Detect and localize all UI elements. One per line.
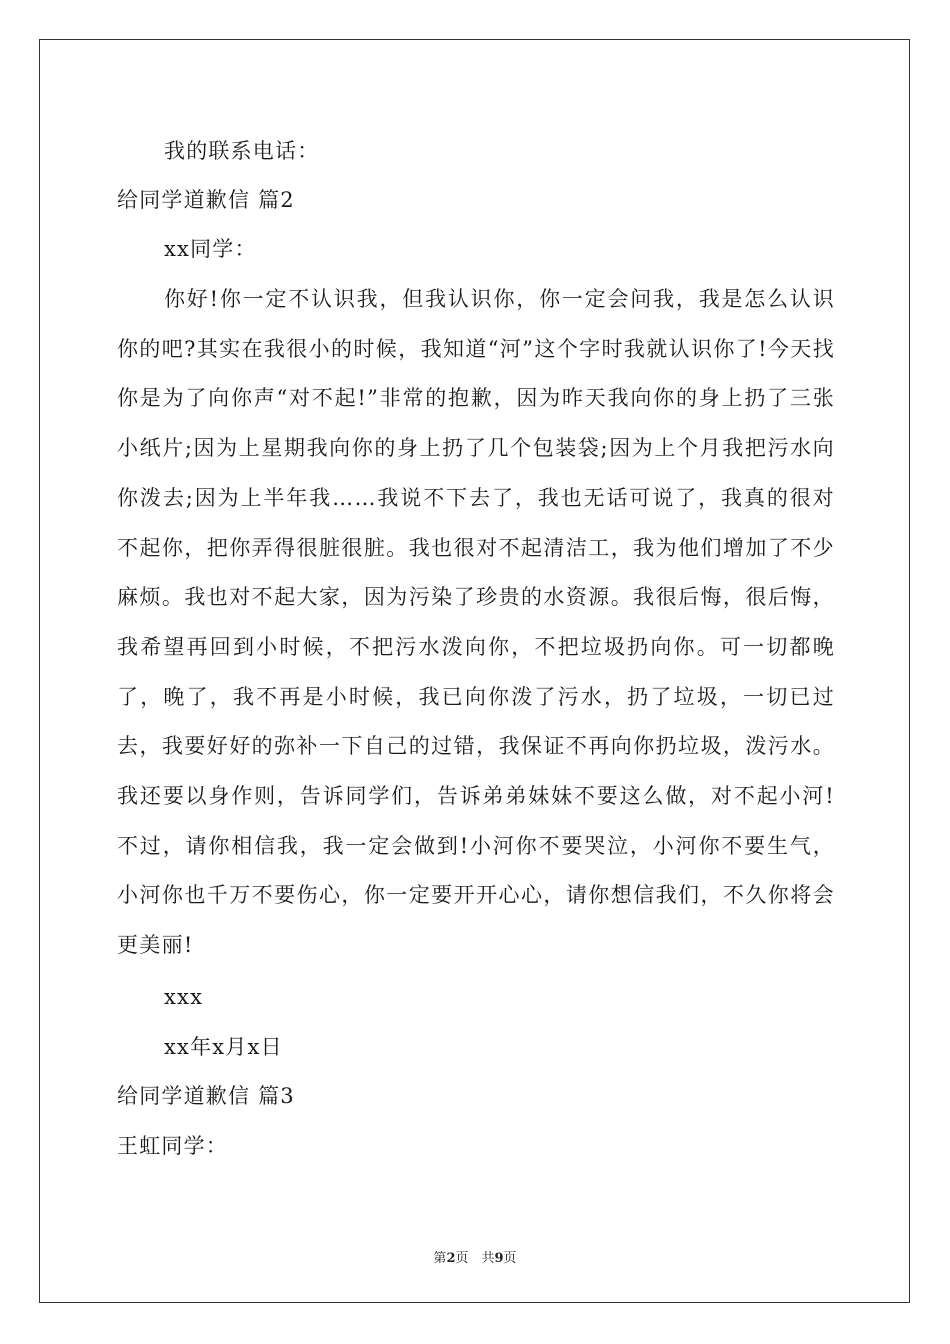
footer-page-total: 9 <box>494 1251 504 1266</box>
letter-body-paragraph: 你好!你一定不认识我，但我认识你，你一定会问我，我是怎么认识你的吧?其实在我很小的时候，我知道“河”这个字时我就认识你了!今天找你是为了向你声“对不起!”非常的抱歉，因为昨天我向你的身上扔了三张小纸片;因为上星期我向你的身上扔了几个包装袋;因为上个月我把污水向你泼去;因为上半年我……我说不下去了，我也无话可说了，我真的很对不起你，把你弄得很脏很脏。我也很对不起清洁工，我为他们增加了不少麻烦。我也对不起大家，因为污染了珍贵的水资源。我很后悔，很后悔，我希望再回到小时候，不把污水泼向你，不把垃圾扔向你。可一切都晚了，晚了，我不再是小时候，我已向你泼了污水，扔了垃圾，一切已过去，我要好好的弥补一下自己的过错，我保证不再向你扔垃圾，泼污水。我还要以身作则，告诉同学们，告诉弟弟妹妹不要这么做，对不起小河!不过，请你相信我，我一定会做到!小河你不要哭泣，小河你不要生气，小河你也千万不要伤心，你一定要开开心心，请你想信我们，不久你将会更美丽! <box>117 287 835 958</box>
section-heading-2: 给同学道歉信 篇2 <box>117 188 295 212</box>
footer-page-mid: 页 共 <box>455 1251 495 1266</box>
salutation-2: xx同学： <box>164 237 257 261</box>
salutation-3: 王虹同学： <box>117 1134 228 1158</box>
page-footer <box>0 1247 950 1266</box>
footer-page-current: 2 <box>446 1251 456 1266</box>
section-heading-3: 给同学道歉信 篇3 <box>117 1084 295 1108</box>
footer-page-prefix: 第 <box>433 1251 447 1266</box>
signature: xxx <box>164 985 204 1009</box>
contact-line: 我的联系电话： <box>164 139 320 163</box>
footer-page-suffix: 页 <box>503 1251 517 1266</box>
letter-date: xx年x月x日 <box>164 1035 283 1059</box>
